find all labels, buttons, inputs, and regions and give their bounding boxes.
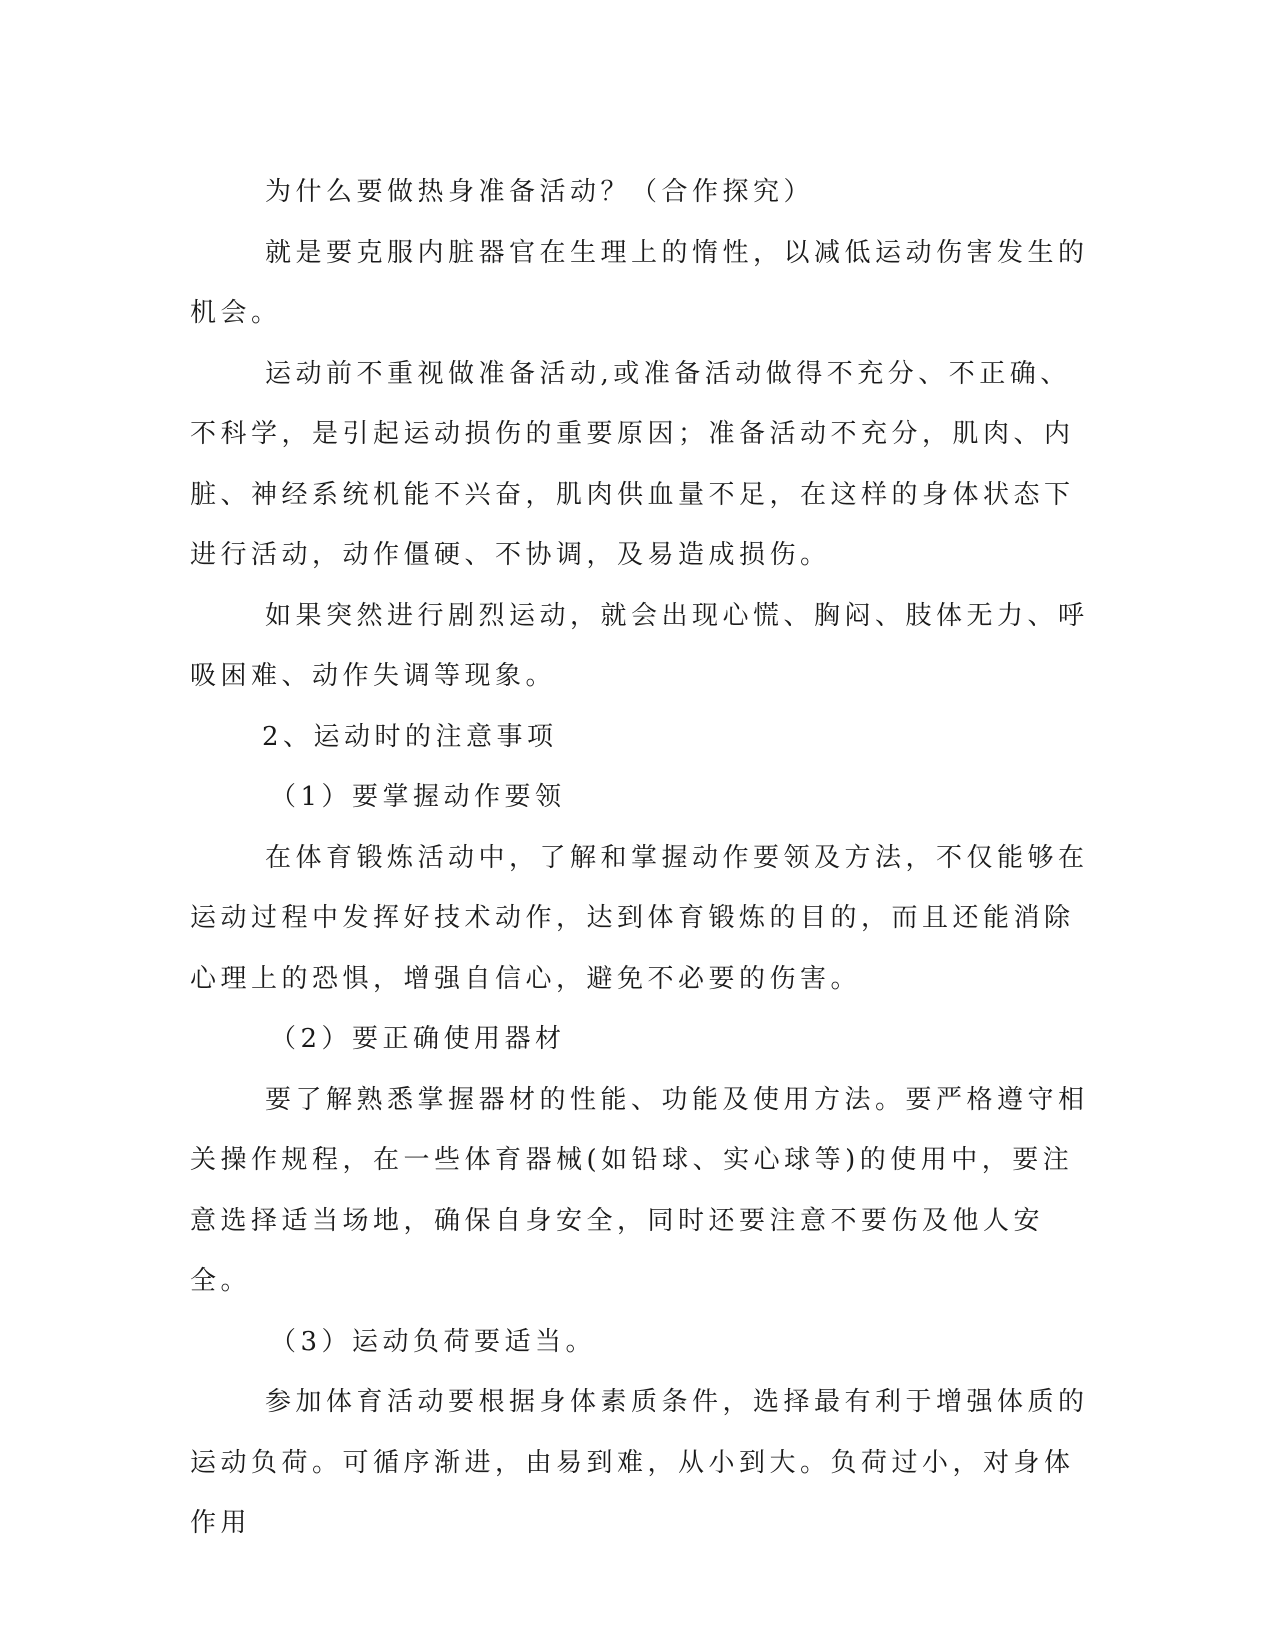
paragraph-equipment: 要了解熟悉掌握器材的性能、功能及使用方法。要严格遵守相关操作规程，在一些体育器械(如铅球、实心球等)的使用中，要注意选择适当场地，确保自身安全，同时还要注意不要伤及他人安全。: [190, 1084, 1089, 1296]
document-body: [190, 162, 1095, 1554]
section-heading-2: 2、运动时的注意事项: [262, 721, 558, 752]
paragraph-injury-causes: 运动前不重视做准备活动,或准备活动做得不充分、不正确、不科学，是引起运动损伤的重要原因；准备活动不充分，肌肉、内脏、神经系统机能不兴奋，肌肉供血量不足，在这样的身体状态下进行活动，动作僵硬、不协调，及易造成损伤。: [190, 358, 1075, 570]
paragraph-load: 参加体育活动要根据身体素质条件，选择最有利于增强体质的运动负荷。可循序渐进，由易到难，从小到大。负荷过小，对身体作用: [190, 1387, 1089, 1538]
paragraph-sudden-exercise: 如果突然进行剧烈运动，就会出现心慌、胸闷、肢体无力、呼吸困难、动作失调等现象。: [190, 600, 1089, 691]
question-heading: 为什么要做热身准备活动？（合作探究）: [265, 177, 815, 207]
subheading-2: （2）要正确使用器材: [270, 1024, 566, 1054]
paragraph-warmup-purpose: 就是要克服内脏器官在生理上的惰性，以减低运动伤害发生的机会。: [190, 237, 1089, 328]
subheading-1: （1）要掌握动作要领: [270, 782, 566, 812]
paragraph-technique: 在体育锻炼活动中，了解和掌握动作要领及方法，不仅能够在运动过程中发挥好技术动作，达到体育锻炼的目的，而且还能消除心理上的恐惧，增强自信心，避免不必要的伤害。: [190, 842, 1089, 994]
subheading-3: （3）运动负荷要适当。: [270, 1326, 597, 1357]
